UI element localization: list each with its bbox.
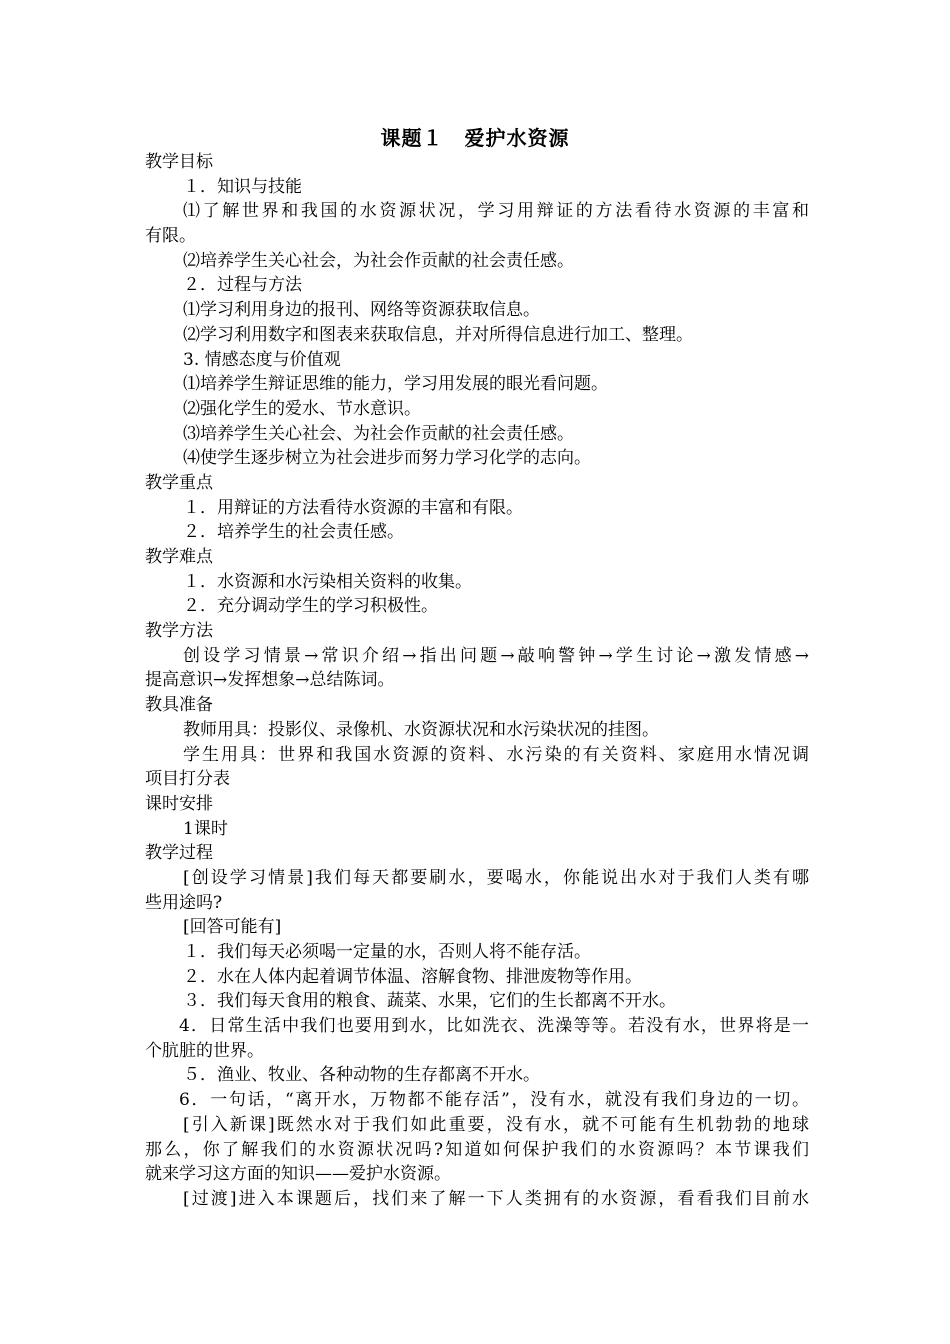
paragraph-line: ５．渔业、牧业、各种动物的生存都离不开水。 (183, 1065, 540, 1086)
section-heading: 教具准备 (145, 695, 213, 716)
paragraph-line: 学生用具：世界和我国水资源的资料、水污染的有关资料、家庭用水情况调 (183, 744, 809, 765)
section-heading: 教学方法 (145, 621, 213, 642)
section-heading: 教学目标 (145, 152, 213, 172)
paragraph-line: 项目打分表 (145, 769, 230, 790)
paragraph-line: ⑶培养学生关心社会、为社会作贡献的社会责任感。 (183, 423, 574, 444)
paragraph-line: 就来学习这方面的知识——爱护水资源。 (145, 1164, 451, 1185)
paragraph-line: [引入新课]既然水对于我们如此重要，没有水，就不可能有生机勃勃的地球 (183, 1114, 809, 1135)
paragraph-line: １．我们每天必须喝一定量的水，否则人将不能存活。 (183, 942, 591, 962)
paragraph-line: ２．过程与方法 (183, 275, 302, 296)
paragraph-line: ⑴培养学生辩证思维的能力，学习用发展的眼光看问题。 (183, 374, 608, 395)
paragraph-line: ⑵学习利用数字和图表来获取信息，并对所得信息进行加工、整理。 (183, 324, 693, 345)
paragraph-line: ２．培养学生的社会责任感。 (183, 522, 404, 543)
paragraph-line: ２．充分调动学生的学习积极性。 (183, 596, 438, 617)
document-body (145, 150, 809, 1212)
section-heading: 教学重点 (145, 472, 213, 493)
paragraph-line: ⑵强化学生的爱水、节水意识。 (183, 398, 421, 419)
paragraph-line: １．用辩证的方法看待水资源的丰富和有限。 (183, 497, 523, 518)
paragraph-line: ⑴学习利用身边的报刊、网络等资源获取信息。 (183, 300, 540, 321)
section-heading: 教学难点 (145, 547, 213, 567)
paragraph-line: ２．水在人体内起着调节体温、溶解食物、排泄废物等作用。 (183, 966, 642, 987)
paragraph-line: [创设学习情景]我们每天都要刷水，要喝水，你能说出水对于我们人类有哪 (183, 867, 809, 888)
paragraph-line: ３．我们每天食用的粮食、蔬菜、水果，它们的生长都离不开水。 (183, 991, 676, 1012)
paragraph-line: １．水资源和水污染相关资料的收集。 (183, 571, 472, 592)
paragraph-line: 3. 情感态度与价值观 (183, 349, 341, 370)
paragraph-line: 个肮脏的世界。 (145, 1040, 264, 1061)
paragraph-line: ⑷使学生逐步树立为社会进步而努力学习化学的志向。 (183, 448, 591, 469)
paragraph-line: 1课时 (183, 818, 228, 839)
paragraph-line: 那么，你了解我们的水资源状况吗?知道如何保护我们的水资源吗？本节课我们 (145, 1139, 809, 1160)
section-heading: 教学过程 (145, 843, 213, 864)
paragraph-line: 些用途吗? (145, 892, 223, 913)
paragraph-line: 创设学习情景→常识介绍→指出问题→敲响警钟→学生讨论→激发情感→ (183, 645, 809, 666)
paragraph-line: [回答可能有] (183, 917, 282, 938)
paragraph-line: 有限。 (145, 226, 196, 247)
paragraph-line: 4．日常生活中我们也要用到水，比如洗衣、洗澡等等。若没有水，世界将是一 (179, 1016, 809, 1037)
paragraph-line: １．知识与技能 (183, 176, 302, 197)
paragraph-line: 提高意识→发挥想象→总结陈词。 (145, 670, 395, 691)
paragraph-line: 教师用具：投影仪、录像机、水资源状况和水污染状况的挂图。 (183, 719, 659, 740)
paragraph-line: [过渡]进入本课题后，找们来了解一下人类拥有的水资源，看看我们目前水 (183, 1188, 809, 1209)
section-heading: 课时安排 (145, 793, 213, 814)
paragraph-line: ⑵培养学生关心社会，为社会作贡献的社会责任感。 (183, 250, 574, 271)
paragraph-line: ⑴了解世界和我国的水资源状况，学习用辩证的方法看待水资源的丰富和 (183, 201, 809, 222)
paragraph-line: 6．一句话，“离开水，万物都不能存活”，没有水，就没有我们身边的一切。 (179, 1090, 809, 1111)
page-title: 课题１ 爱护水资源 (380, 126, 570, 150)
